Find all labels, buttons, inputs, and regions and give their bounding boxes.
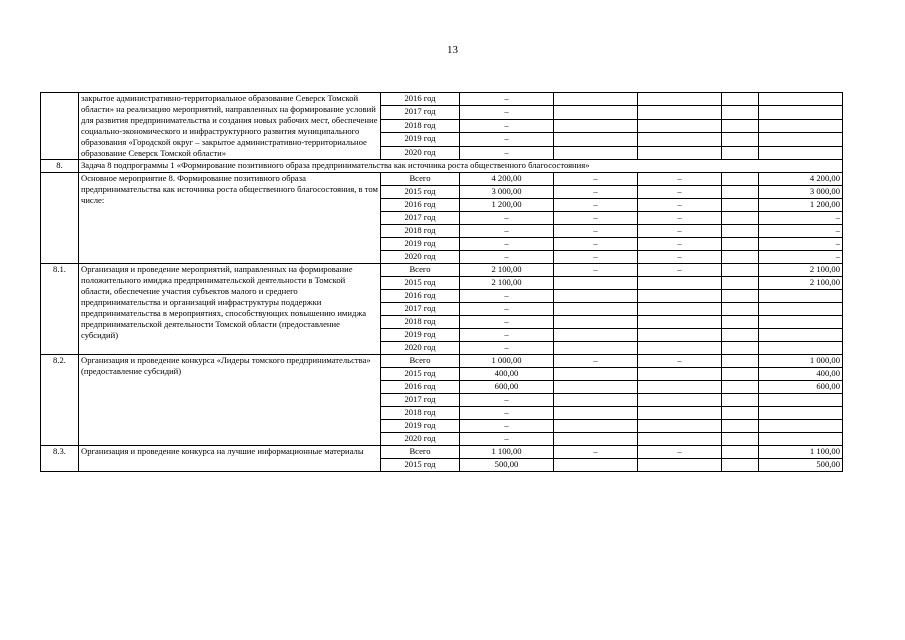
regional-budget-cell (638, 394, 722, 407)
year-cell: 2020 год (381, 146, 460, 159)
spacer-cell (722, 238, 759, 251)
federal-budget-cell: – (554, 212, 638, 225)
funding-amount-cell (759, 316, 843, 329)
spacer-cell (722, 407, 759, 420)
federal-budget-cell (554, 119, 638, 132)
spacer-cell (722, 433, 759, 446)
row-number: 8. (41, 160, 79, 173)
total-amount-cell: 1 100,00 (460, 446, 554, 459)
year-cell: 2019 год (381, 329, 460, 342)
regional-budget-cell: – (638, 186, 722, 199)
regional-budget-cell (638, 303, 722, 316)
spacer-cell (722, 303, 759, 316)
spacer-cell (722, 106, 759, 119)
year-cell: 2018 год (381, 407, 460, 420)
total-amount-cell: 1 000,00 (460, 355, 554, 368)
funding-amount-cell: 1 200,00 (759, 199, 843, 212)
regional-budget-cell: – (638, 238, 722, 251)
task-title: Задача 8 подпрограммы 1 «Формирование позитивного образа предпринимательства как источника роста общественного благосостояния» (79, 160, 843, 173)
funding-amount-cell: – (759, 251, 843, 264)
spacer-cell (722, 316, 759, 329)
year-cell: 2016 год (381, 93, 460, 106)
table-row (41, 264, 843, 277)
regional-budget-cell (638, 420, 722, 433)
federal-budget-cell (554, 316, 638, 329)
measure-description: Организация и проведение конкурса на лучшие информационные материалы (79, 446, 381, 472)
spacer-cell (722, 381, 759, 394)
regional-budget-cell (638, 316, 722, 329)
spacer-cell (722, 212, 759, 225)
total-amount-cell: – (460, 93, 554, 106)
row-number: 8.1. (41, 264, 79, 355)
regional-budget-cell (638, 93, 722, 106)
funding-amount-cell (759, 93, 843, 106)
federal-budget-cell (554, 329, 638, 342)
year-cell: 2017 год (381, 303, 460, 316)
funding-amount-cell: 2 100,00 (759, 277, 843, 290)
total-amount-cell: – (460, 212, 554, 225)
total-amount-cell: 2 100,00 (460, 264, 554, 277)
funding-amount-cell: 1 000,00 (759, 355, 843, 368)
total-amount-cell: 4 200,00 (460, 173, 554, 186)
funding-amount-cell (759, 407, 843, 420)
year-cell: Всего (381, 446, 460, 459)
federal-budget-cell: – (554, 251, 638, 264)
total-amount-cell: – (460, 106, 554, 119)
year-cell: 2015 год (381, 368, 460, 381)
funding-amount-cell: 2 100,00 (759, 264, 843, 277)
federal-budget-cell: – (554, 355, 638, 368)
regional-budget-cell: – (638, 199, 722, 212)
federal-budget-cell (554, 133, 638, 146)
spacer-cell (722, 225, 759, 238)
total-amount-cell: – (460, 316, 554, 329)
year-cell: 2020 год (381, 433, 460, 446)
total-amount-cell: 1 200,00 (460, 199, 554, 212)
spacer-cell (722, 420, 759, 433)
federal-budget-cell (554, 368, 638, 381)
task-row (41, 160, 843, 173)
spacer-cell (722, 199, 759, 212)
regional-budget-cell (638, 290, 722, 303)
federal-budget-cell: – (554, 238, 638, 251)
year-cell: 2018 год (381, 316, 460, 329)
table-body (41, 93, 843, 472)
year-cell: 2017 год (381, 212, 460, 225)
regional-budget-cell (638, 433, 722, 446)
total-amount-cell: – (460, 133, 554, 146)
federal-budget-cell (554, 342, 638, 355)
funding-amount-cell: 3 000,00 (759, 186, 843, 199)
federal-budget-cell (554, 407, 638, 420)
year-cell: 2015 год (381, 186, 460, 199)
year-cell: 2020 год (381, 251, 460, 264)
year-cell: Всего (381, 173, 460, 186)
funding-amount-cell (759, 146, 843, 159)
table-row (41, 93, 843, 106)
year-cell: 2019 год (381, 420, 460, 433)
federal-budget-cell (554, 420, 638, 433)
federal-budget-cell (554, 146, 638, 159)
total-amount-cell: – (460, 119, 554, 132)
federal-budget-cell (554, 290, 638, 303)
total-amount-cell: 500,00 (460, 459, 554, 472)
measure-description: Организация и проведение мероприятий, направленных на формирование положительного имиджа предпринимательской деятельности в Томской области, обеспечение участия субъектов малого и среднего предпринимательства и организаций инфраструктуры поддержки предпринимательства в мероприятиях, способствующих повышению имиджа предпринимательской деятельности Томской области (предоставление субсидий) (79, 264, 381, 355)
year-cell: 2015 год (381, 459, 460, 472)
total-amount-cell: 2 100,00 (460, 277, 554, 290)
row-number (41, 173, 79, 264)
spacer-cell (722, 173, 759, 186)
spacer-cell (722, 277, 759, 290)
table-row (41, 173, 843, 186)
spacer-cell (722, 146, 759, 159)
funding-amount-cell (759, 420, 843, 433)
measure-description: Основное мероприятие 8. Формирование позитивного образа предпринимательства как источника роста общественного благосостояния, в том числе: (79, 173, 381, 264)
federal-budget-cell (554, 93, 638, 106)
funding-amount-cell (759, 106, 843, 119)
spacer-cell (722, 355, 759, 368)
funding-amount-cell (759, 329, 843, 342)
regional-budget-cell: – (638, 225, 722, 238)
regional-budget-cell (638, 329, 722, 342)
spacer-cell (722, 264, 759, 277)
spacer-cell (722, 186, 759, 199)
regional-budget-cell (638, 407, 722, 420)
regional-budget-cell (638, 106, 722, 119)
year-cell: 2017 год (381, 394, 460, 407)
funding-amount-cell: – (759, 225, 843, 238)
regional-budget-cell (638, 277, 722, 290)
year-cell: 2016 год (381, 381, 460, 394)
total-amount-cell: – (460, 225, 554, 238)
funding-amount-cell: 500,00 (759, 459, 843, 472)
spacer-cell (722, 446, 759, 459)
year-cell: 2020 год (381, 342, 460, 355)
page-number: 13 (447, 44, 458, 56)
regional-budget-cell (638, 146, 722, 159)
total-amount-cell: – (460, 146, 554, 159)
funding-amount-cell: 600,00 (759, 381, 843, 394)
spacer-cell (722, 251, 759, 264)
total-amount-cell: – (460, 303, 554, 316)
federal-budget-cell (554, 381, 638, 394)
federal-budget-cell: – (554, 446, 638, 459)
funding-amount-cell (759, 290, 843, 303)
spacer-cell (722, 119, 759, 132)
federal-budget-cell (554, 303, 638, 316)
federal-budget-cell: – (554, 186, 638, 199)
spacer-cell (722, 93, 759, 106)
regional-budget-cell: – (638, 446, 722, 459)
federal-budget-cell (554, 277, 638, 290)
spacer-cell (722, 459, 759, 472)
row-number: 8.3. (41, 446, 79, 472)
measure-description: закрытое административно-территориальное образование Северск Томской области» на реализацию мероприятий, направленных на формирование условий для развития предпринимательства и создания новых рабочих мест, обеспечение социально-экономического и инфраструктурного развития муниципального образования «Городской округ – закрытое административно-территориальное образование Северск Томской области» (79, 93, 381, 160)
regional-budget-cell (638, 381, 722, 394)
total-amount-cell: – (460, 433, 554, 446)
total-amount-cell: – (460, 290, 554, 303)
regional-budget-cell (638, 133, 722, 146)
year-cell: Всего (381, 355, 460, 368)
spacer-cell (722, 368, 759, 381)
spacer-cell (722, 394, 759, 407)
regional-budget-cell (638, 119, 722, 132)
federal-budget-cell: – (554, 173, 638, 186)
regional-budget-cell: – (638, 355, 722, 368)
total-amount-cell: 400,00 (460, 368, 554, 381)
spacer-cell (722, 329, 759, 342)
federal-budget-cell (554, 106, 638, 119)
funding-amount-cell (759, 342, 843, 355)
funding-amount-cell: 4 200,00 (759, 173, 843, 186)
year-cell: Всего (381, 264, 460, 277)
year-cell: 2015 год (381, 277, 460, 290)
regional-budget-cell: – (638, 212, 722, 225)
row-number (41, 93, 79, 160)
table-row (41, 446, 843, 459)
year-cell: 2018 год (381, 225, 460, 238)
funding-amount-cell (759, 394, 843, 407)
funding-amount-cell: – (759, 212, 843, 225)
year-cell: 2019 год (381, 133, 460, 146)
spacer-cell (722, 290, 759, 303)
row-number: 8.2. (41, 355, 79, 446)
total-amount-cell: – (460, 238, 554, 251)
total-amount-cell: 600,00 (460, 381, 554, 394)
regional-budget-cell: – (638, 264, 722, 277)
year-cell: 2016 год (381, 290, 460, 303)
spacer-cell (722, 133, 759, 146)
federal-budget-cell (554, 394, 638, 407)
total-amount-cell: – (460, 342, 554, 355)
spacer-cell (722, 342, 759, 355)
total-amount-cell: – (460, 329, 554, 342)
funding-amount-cell: 400,00 (759, 368, 843, 381)
year-cell: 2019 год (381, 238, 460, 251)
budget-table (40, 92, 843, 472)
funding-amount-cell (759, 119, 843, 132)
measure-description: Организация и проведение конкурса «Лидеры томского предпринимательства» (предоставление субсидий) (79, 355, 381, 446)
total-amount-cell: – (460, 420, 554, 433)
federal-budget-cell (554, 433, 638, 446)
total-amount-cell: – (460, 407, 554, 420)
year-cell: 2016 год (381, 199, 460, 212)
federal-budget-cell: – (554, 264, 638, 277)
total-amount-cell: – (460, 394, 554, 407)
funding-amount-cell (759, 433, 843, 446)
federal-budget-cell (554, 459, 638, 472)
regional-budget-cell: – (638, 251, 722, 264)
funding-amount-cell: – (759, 238, 843, 251)
funding-amount-cell (759, 303, 843, 316)
year-cell: 2018 год (381, 119, 460, 132)
funding-amount-cell: 1 100,00 (759, 446, 843, 459)
total-amount-cell: 3 000,00 (460, 186, 554, 199)
funding-amount-cell (759, 133, 843, 146)
regional-budget-cell (638, 459, 722, 472)
regional-budget-cell: – (638, 173, 722, 186)
federal-budget-cell: – (554, 225, 638, 238)
federal-budget-cell: – (554, 199, 638, 212)
total-amount-cell: – (460, 251, 554, 264)
regional-budget-cell (638, 342, 722, 355)
year-cell: 2017 год (381, 106, 460, 119)
regional-budget-cell (638, 368, 722, 381)
table-row (41, 355, 843, 368)
